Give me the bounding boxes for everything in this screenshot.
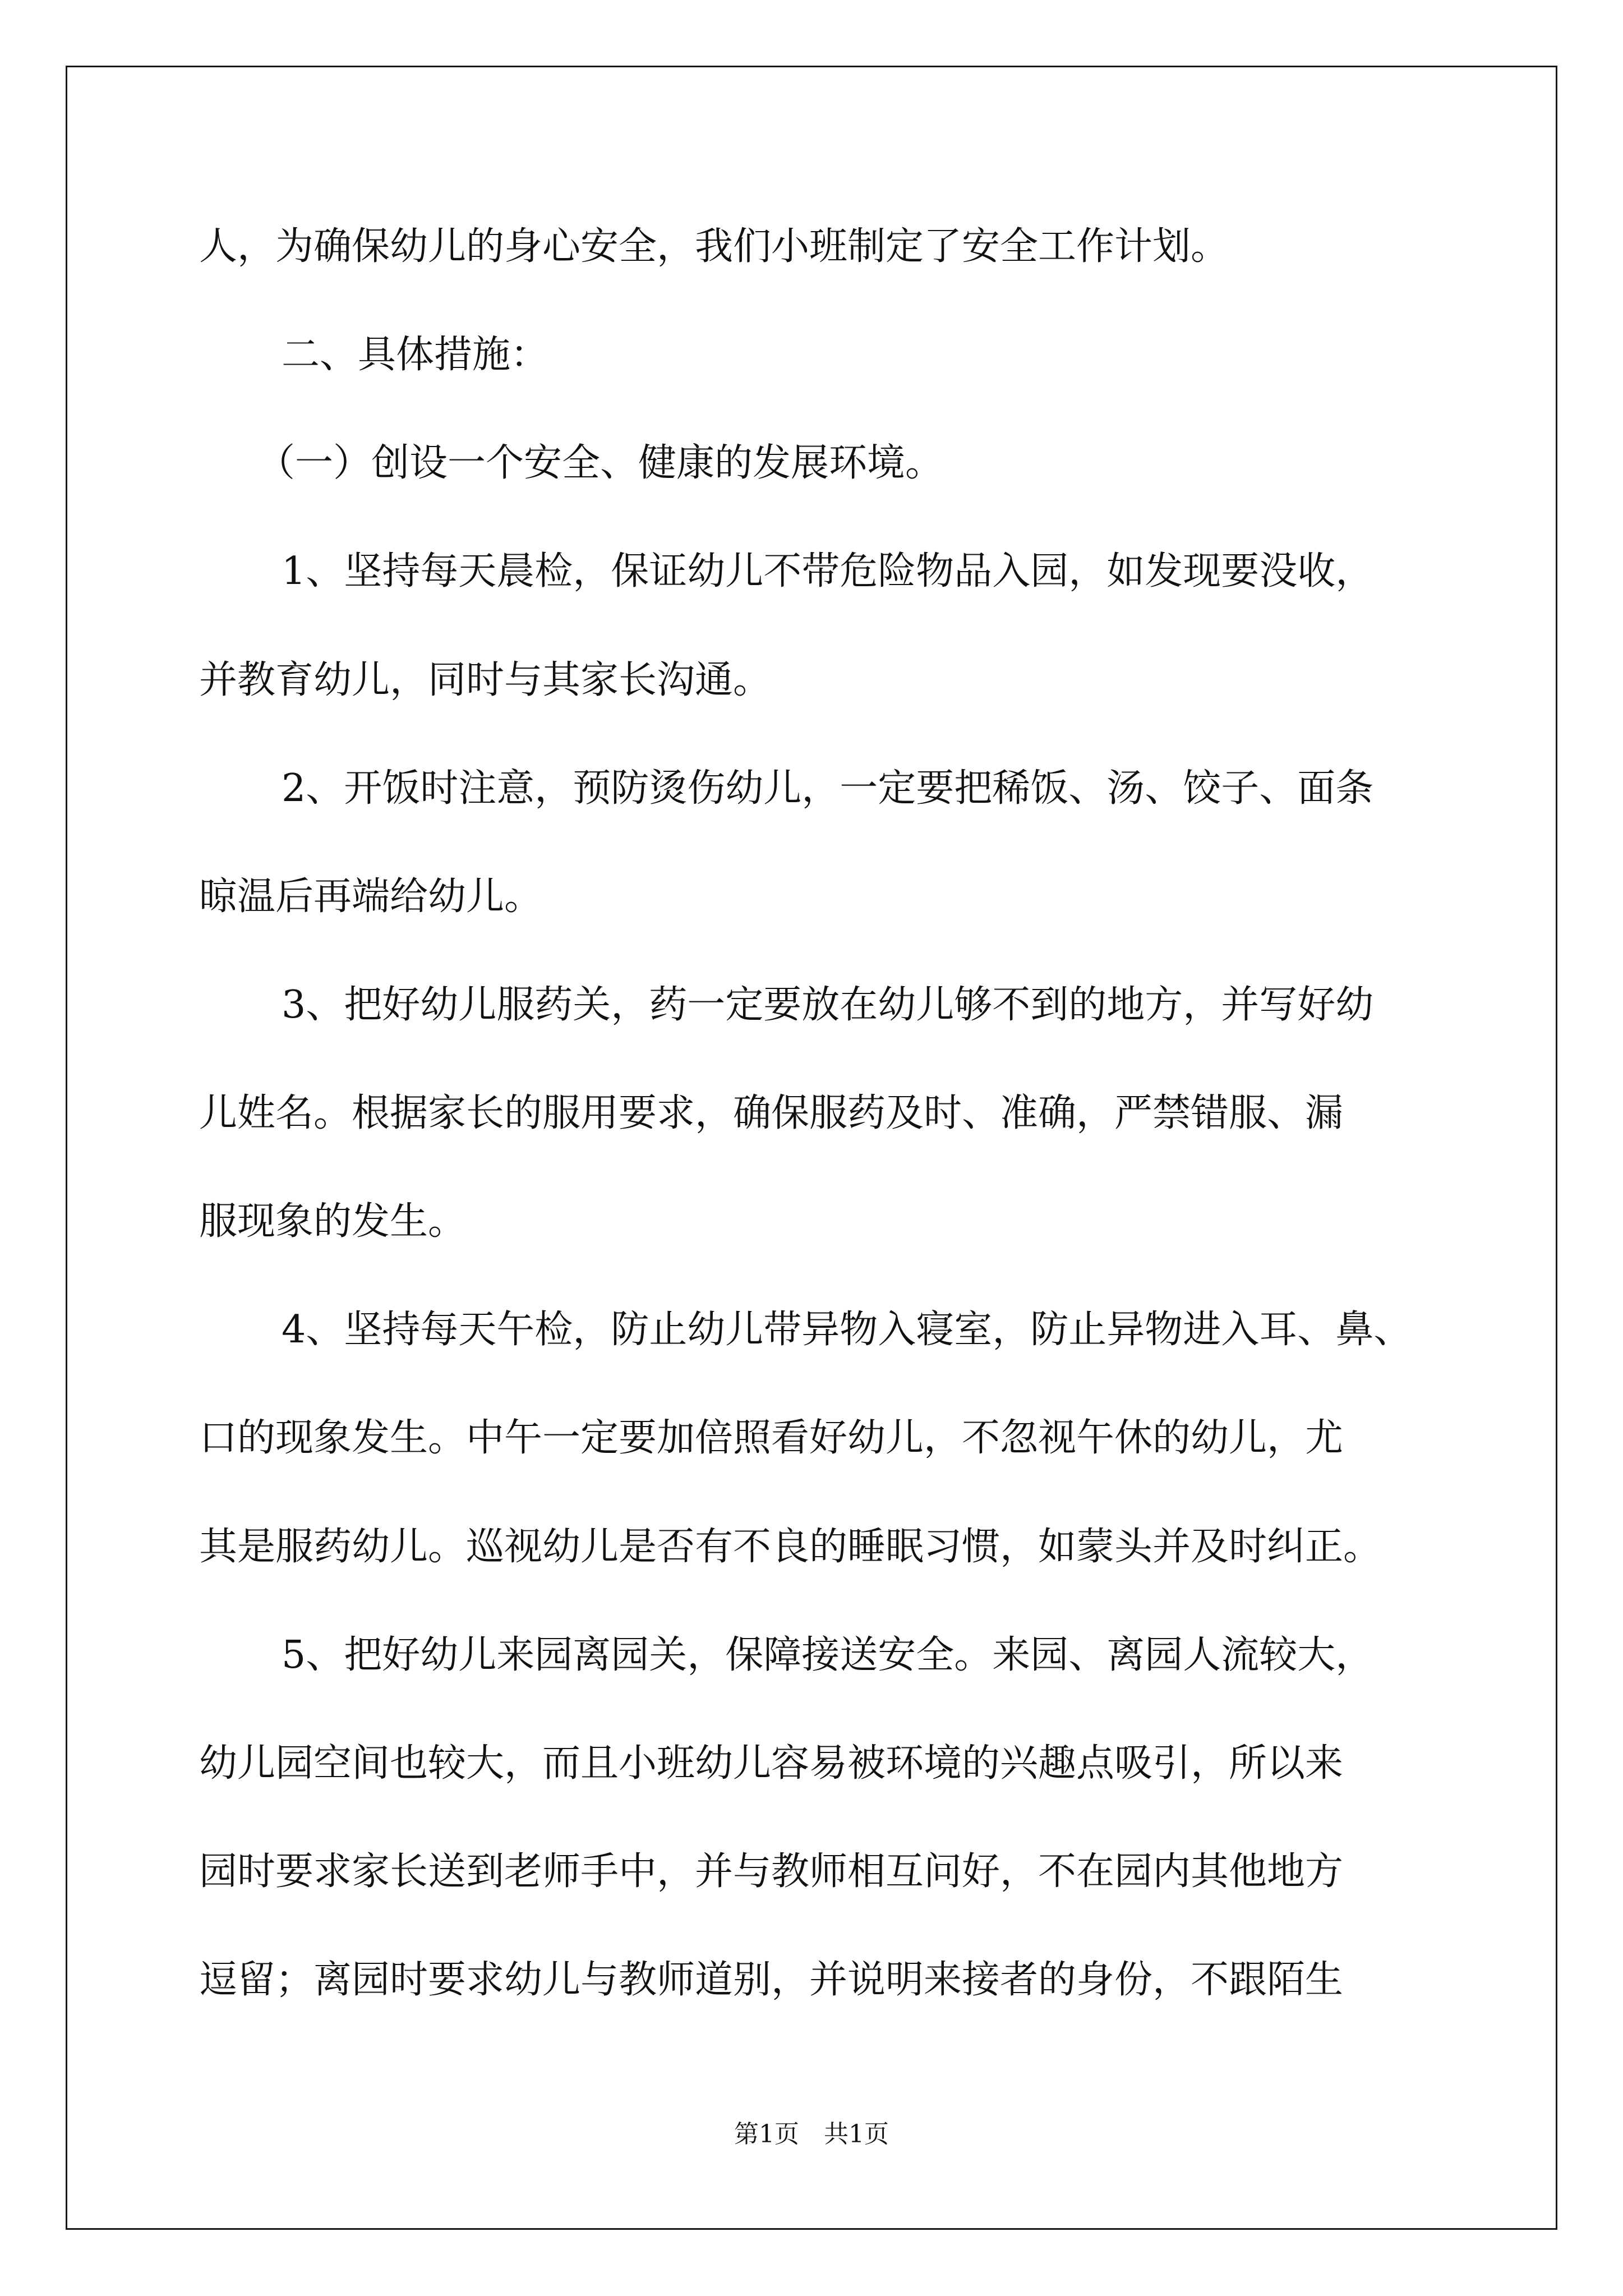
text-line-7: 晾温后再端给幼儿。 [199,875,543,919]
text-line-1: 人，为确保幼儿的身心安全，我们小班制定了安全工作计划。 [199,224,1229,269]
text-line-16: 园时要求家长送到老师手中，并与教师相互问好，不在园内其他地方 [199,1849,1344,1894]
text-line-2: 二、具体措施： [282,333,549,377]
text-line-4: 1、坚持每天晨检，保证幼儿不带危险物品入园，如发现要没收， [282,549,1374,593]
text-line-15: 幼儿园空间也较大，而且小班幼儿容易被环境的兴趣点吸引，所以来 [199,1741,1344,1786]
text-line-13: 其是服药幼儿。巡视幼儿是否有不良的睡眠习惯，如蒙头并及时纠正。 [199,1525,1382,1569]
text-line-5: 并教育幼儿，同时与其家长沟通。 [199,658,772,702]
text-line-11: 4、坚持每天午检，防止幼儿带异物入寝室，防止异物进入耳、鼻、 [282,1308,1412,1352]
text-line-8: 3、把好幼儿服药关，药一定要放在幼儿够不到的地方，并写好幼 [282,983,1374,1027]
text-line-10: 服现象的发生。 [199,1199,467,1244]
text-line-17: 逗留；离园时要求幼儿与教师道别，并说明来接者的身份，不跟陌生 [199,1958,1344,2002]
page-border [66,66,1557,2230]
text-line-6: 2、开饭时注意，预防烫伤幼儿，一定要把稀饭、汤、饺子、面条 [282,766,1374,811]
text-line-12: 口的现象发生。中午一定要加倍照看好幼儿，不忽视午休的幼儿，尤 [199,1416,1344,1460]
page-footer: 第1页 共1页 [734,2120,889,2148]
text-line-9: 儿姓名。根据家长的服用要求，确保服药及时、准确，严禁错服、漏 [199,1091,1344,1135]
text-line-3: （一）创设一个安全、健康的发展环境。 [257,441,944,485]
text-line-14: 5、把好幼儿来园离园关，保障接送安全。来园、离园人流较大， [282,1633,1374,1677]
